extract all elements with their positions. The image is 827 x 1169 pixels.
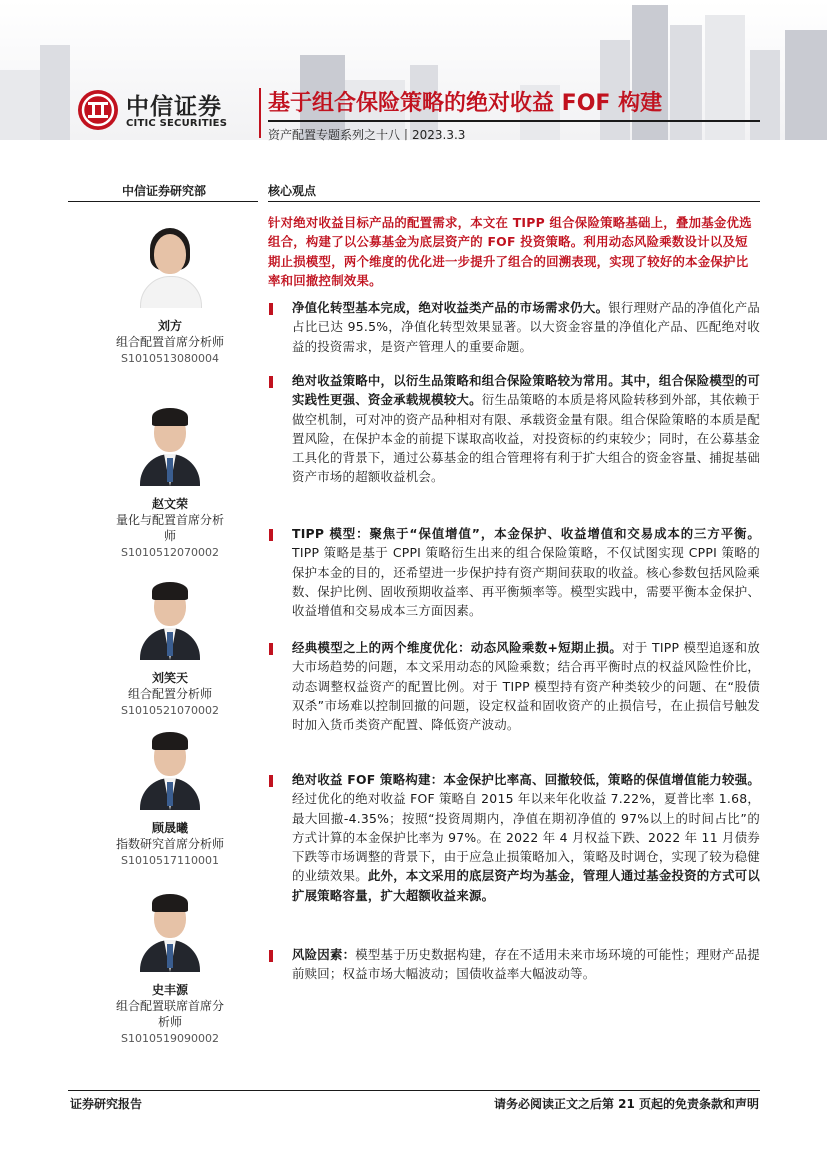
author-name: 刘笑天	[151, 671, 188, 685]
key-point-tail: 此外，本文采用的底层资产均为基金，管理人通过基金投资的方式可以扩展策略容量，扩大超额收益来源。	[292, 868, 761, 903]
key-point	[292, 371, 760, 487]
core-summary: 针对绝对收益目标产品的配置需求，本文在 TIPP 组合保险策略基础上，叠加基金优选组合，构建了以公募基金为底层资产的 FOF 投资策略。利用动态风险乘数设计以及短期止损模型，两个维度的优化进一步提升了组合的回溯表现，实现了较好的本金保护比率和回撤控制效果。	[268, 215, 752, 288]
author-photo	[134, 730, 206, 810]
author-photo	[134, 892, 206, 972]
sidebar-heading: 中信证券研究部	[122, 184, 207, 198]
author-card	[100, 228, 240, 367]
author-card	[100, 406, 240, 561]
key-point	[292, 524, 760, 620]
author-role: 指数研究首席分析师	[115, 837, 224, 851]
title-rule	[268, 120, 760, 122]
key-point-text: TIPP 策略是基于 CPPI 策略衍生出来的组合保险策略，不仅试图实现 CPPI 策略的保护本金的目的，还希望进一步保护持有资产期间获取的收益。核心参数包括风险乘数、保护比例、固收预期收益率、再平衡频率等。模型实践中，需要平衡本金保护、收益增值和交易成本三方面因素。	[292, 545, 760, 619]
key-point-text: 经过优化的绝对收益 FOF 策略自 2015 年以来年化收益 7.22%，夏普比率 1.68，最大回撤-4.35%；按照“投资周期内，净值在期初净值的 97%以上的时间占比”的方式计算的本金保护比率为 97%。在 2022 年 4 月权益下跌、2022 年 11 月债券下跌等市场调整的背景下，由于应急止损策略加入，策略及时调仓，实现了较为稳健的业绩效果。	[292, 791, 760, 884]
main-heading-rule	[268, 201, 760, 202]
logo-english-text: CITIC SECURITIES	[126, 118, 228, 129]
author-code: S1010521070002	[121, 704, 219, 717]
author-name: 史丰源	[151, 983, 188, 997]
author-code: S1010517110001	[121, 854, 219, 867]
key-point-text: 衍生品策略的本质是将风险转移到外部，其依赖于做空机制，可对冲的资产品种相对有限、承载资金量有限。组合保险策略的本质是配置风险，在保护本金的前提下谋取高收益，对投资标的约束较少；同时，在公募基金工具化的背景下，通过公募基金的组合管理将有利于扩大组合的资金容量、捕捉基础资产市场的超额收益机会。	[292, 392, 761, 485]
author-photo	[134, 228, 206, 308]
bullet-marker	[269, 303, 273, 315]
citic-logo	[78, 88, 258, 136]
author-photo	[134, 580, 206, 660]
author-role: 组合配置分析师	[127, 687, 212, 701]
key-point-text: 模型基于历史数据构建，存在不适用未来市场环境的可能性；理财产品提前赎回；权益市场大幅波动；国债收益率大幅波动等。	[292, 947, 761, 982]
header-divider	[259, 88, 261, 138]
citic-emblem-icon	[78, 90, 118, 130]
bullet-marker	[269, 529, 273, 541]
key-point-lead: 绝对收益策略中，以衍生品策略和组合保险策略较为常用。其中，组合保险模型的可实践性更强、资金承载规模较大。	[292, 373, 760, 408]
author-name: 刘方	[157, 319, 182, 333]
author-role: 组合配置联席首席分析师	[115, 999, 224, 1029]
logo-chinese-text: 中信证券	[126, 94, 222, 120]
author-role: 量化与配置首席分析师	[115, 513, 224, 543]
author-role: 组合配置首席分析师	[115, 335, 224, 349]
sidebar-heading-rule	[68, 201, 258, 202]
bullet-marker	[269, 376, 273, 388]
author-card	[100, 580, 240, 719]
bullet-marker	[269, 643, 273, 655]
key-point	[292, 945, 760, 984]
report-subtitle: 资产配置专题系列之十八丨2023.3.3	[268, 128, 466, 142]
key-point-text: 对于 TIPP 模型追逐和放大市场趋势的问题，本文采用动态的风险乘数；结合再平衡时点的权益风险性价比，动态调整权益资产的配置比例。对于 TIPP 模型持有资产种类较少的问题、在“股债双杀”市场难以控制回撤的问题，设定权益和固收资产的止损信号，在止损信号触发时加入货币类资产配置、降低资产波动。	[292, 640, 760, 733]
footer-disclaimer: 请务必阅读正文之后第 21 页起的免责条款和声明	[493, 1097, 759, 1111]
report-title: 基于组合保险策略的绝对收益 FOF 构建	[268, 91, 663, 116]
author-name: 顾晟曦	[151, 821, 188, 835]
bullet-marker	[269, 775, 273, 787]
main-heading: 核心观点	[268, 184, 317, 198]
key-point-lead: 绝对收益 FOF 策略构建：本金保护比率高、回撤较低，策略的保值增值能力较强。	[292, 772, 760, 787]
author-photo	[134, 406, 206, 486]
author-card	[100, 730, 240, 869]
key-point	[292, 298, 760, 356]
key-point	[292, 638, 760, 734]
author-code: S1010519090002	[121, 1032, 219, 1045]
key-point	[292, 770, 760, 905]
bullet-marker	[269, 950, 273, 962]
author-code: S1010512070002	[121, 546, 219, 559]
footer-report-type: 证券研究报告	[70, 1097, 143, 1111]
author-name: 赵文荣	[151, 497, 188, 511]
key-point-text: 银行理财产品的净值化产品占比已达 95.5%，净值化转型效果显著。以大资金容量的净值化产品、匹配绝对收益的投资需求，是资产管理人的重要命题。	[292, 300, 761, 354]
author-code: S1010513080004	[121, 352, 219, 365]
key-point-lead: 经典模型之上的两个维度优化：动态风险乘数+短期止损。	[292, 640, 623, 655]
key-point-lead: 风险因素：	[292, 947, 356, 962]
author-card	[100, 892, 240, 1047]
key-point-lead: TIPP 模型：聚焦于“保值增值”，本金保护、收益增值和交易成本的三方平衡。	[292, 526, 760, 541]
footer-rule	[68, 1090, 760, 1091]
key-point-lead: 净值化转型基本完成，绝对收益类产品的市场需求仍大。	[292, 300, 609, 315]
